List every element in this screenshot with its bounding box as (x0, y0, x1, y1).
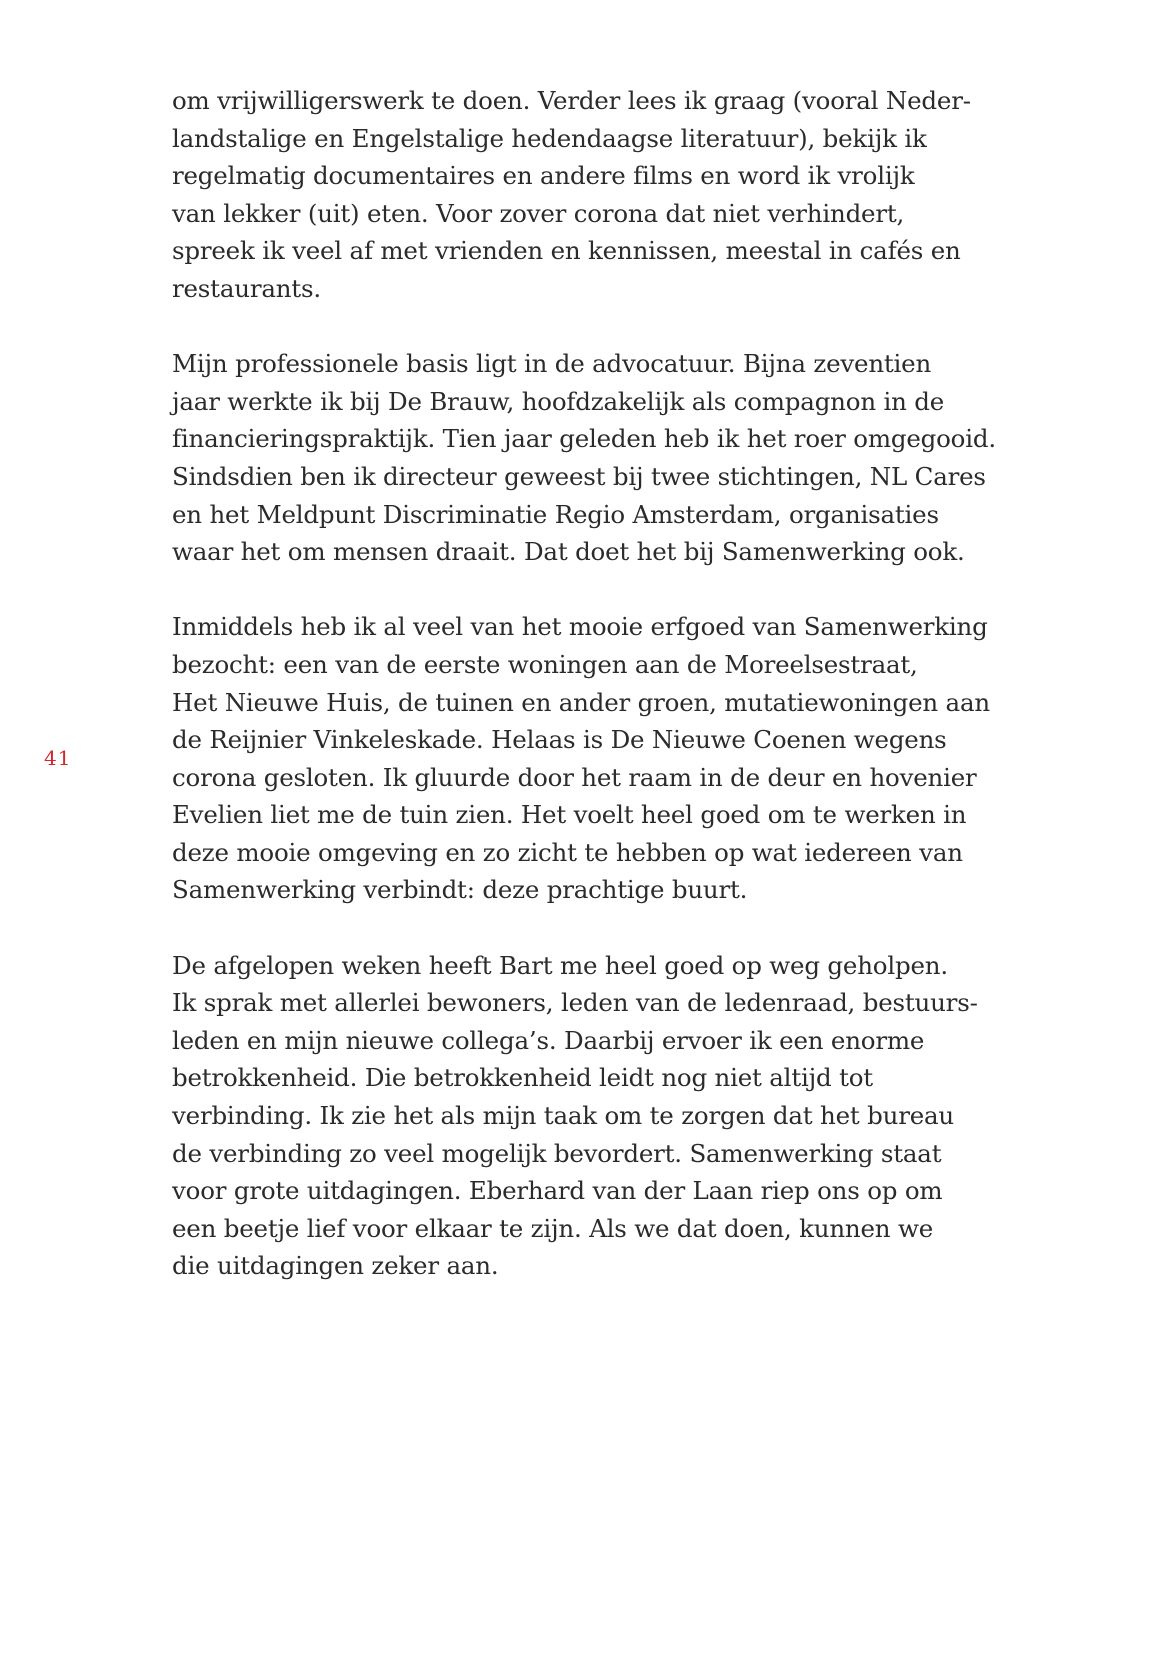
text-line: spreek ik veel af met vrienden en kennissen, meestal in cafés en (172, 236, 961, 266)
text-line: landstalige en Engelstalige hedendaagse literatuur), bekijk ik (172, 123, 927, 153)
text-line: verbinding. Ik zie het als mijn taak om te zorgen dat het bureau (172, 1101, 955, 1131)
text-line: betrokkenheid. Die betrokkenheid leidt nog niet altijd tot (172, 1063, 873, 1093)
text-line: regelmatig documentaires en andere films en word ik vrolijk (172, 161, 915, 191)
text-line: deze mooie omgeving en zo zicht te hebben op wat iedereen van (172, 837, 963, 867)
text-line: Inmiddels heb ik al veel van het mooie erfgoed van Samenwerking (172, 612, 988, 642)
text-line: leden en mijn nieuwe collega’s. Daarbij ervoer ik een enorme (172, 1025, 925, 1055)
text-line: Sindsdien ben ik directeur geweest bij twee stichtingen, NL Cares (172, 461, 986, 491)
text-line: Mijn professionele basis ligt in de advocatuur. Bijna zeventien (172, 349, 932, 379)
text-line: de Reijnier Vinkeleskade. Helaas is De Nieuwe Coenen wegens (172, 725, 947, 755)
paragraph-connection (172, 947, 1072, 1285)
text-line: om vrijwilligerswerk te doen. Verder lees ik graag (vooral Neder- (172, 86, 971, 115)
paragraph-hobbies (172, 82, 1072, 308)
text-line: restaurants. (172, 273, 321, 303)
text-line: en het Meldpunt Discriminatie Regio Amsterdam, organisaties (172, 499, 939, 529)
paragraph-career (172, 345, 1072, 571)
text-line: jaar werkte ik bij De Brauw, hoofdzakelijk als compagnon in de (172, 386, 945, 416)
page-number: 41 (44, 746, 72, 770)
text-line: die uitdagingen zeker aan. (172, 1251, 499, 1281)
text-line: voor grote uitdagingen. Eberhard van der Laan riep ons op om (172, 1176, 943, 1206)
text-line: corona gesloten. Ik gluurde door het raam in de deur en hovenier (172, 762, 977, 792)
text-line: een beetje lief voor elkaar te zijn. Als we dat doen, kunnen we (172, 1213, 934, 1243)
paragraph-heritage (172, 608, 1072, 909)
text-line: de verbinding zo veel mogelijk bevordert. Samenwerking staat (172, 1138, 942, 1168)
text-line: Het Nieuwe Huis, de tuinen en ander groen, mutatiewoningen aan (172, 687, 990, 717)
body-text (172, 82, 1072, 1323)
text-line: waar het om mensen draait. Dat doet het bij Samenwerking ook. (172, 537, 965, 567)
text-line: financieringspraktijk. Tien jaar geleden heb ik het roer omgegooid. (172, 424, 996, 454)
text-line: van lekker (uit) eten. Voor zover corona dat niet verhindert, (172, 198, 905, 228)
text-line: Samenwerking verbindt: deze prachtige buurt. (172, 875, 748, 905)
text-line: Ik sprak met allerlei bewoners, leden van de ledenraad, bestuurs- (172, 988, 978, 1018)
text-line: De afgelopen weken heeft Bart me heel goed op weg geholpen. (172, 950, 948, 980)
text-line: Evelien liet me de tuin zien. Het voelt heel goed om te werken in (172, 800, 967, 830)
text-line: bezocht: een van de eerste woningen aan de Moreelsestraat, (172, 649, 918, 679)
